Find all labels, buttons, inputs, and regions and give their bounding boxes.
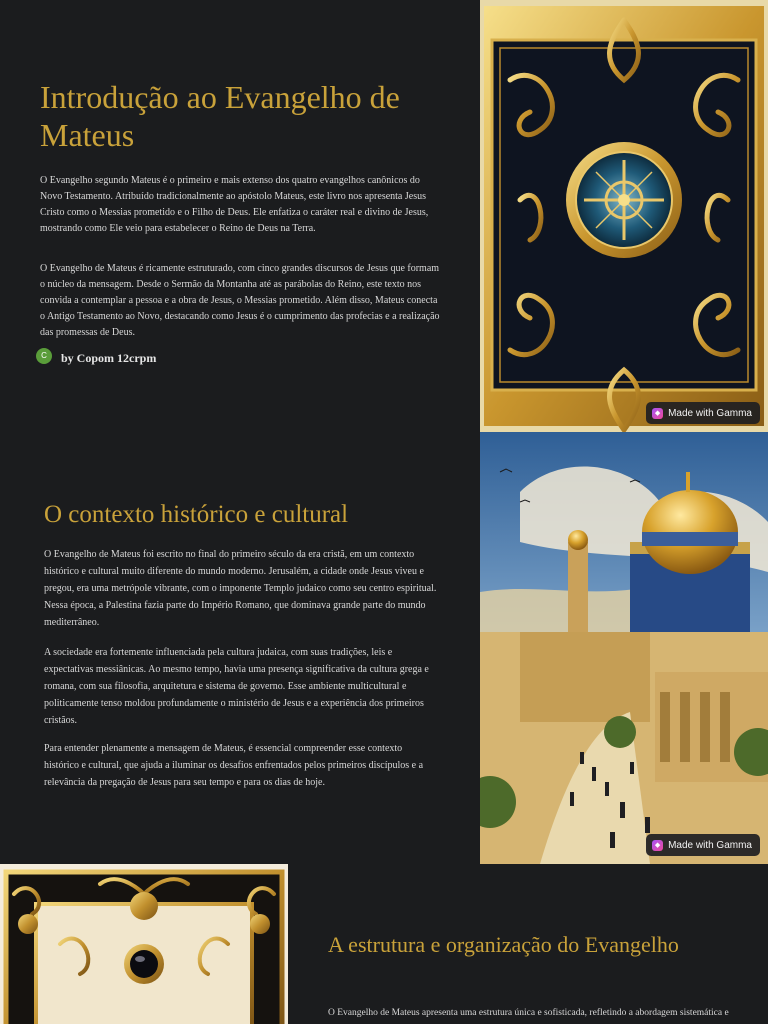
- slide-title: Introdução ao Evangelho de Mateus: [40, 79, 400, 154]
- made-with-gamma-badge[interactable]: [646, 834, 760, 856]
- ornate-manuscript-image: [0, 864, 288, 1024]
- slide-contexto: [0, 432, 768, 864]
- context-paragraph-3: Para entender plenamente a mensagem de Mateus, é essencial compreender esse contexto histórico e cultural, que ajuda a iluminar os desafios enfrentados pelos primeiros discípulos e a relevância da pregação de Jesus para seu tempo e para os dias de hoje.: [44, 743, 424, 788]
- ornate-book-cover-illustration: [480, 0, 768, 432]
- ornate-book-cover-image: [480, 0, 768, 432]
- badge-label: Made with Gamma: [668, 407, 752, 419]
- jerusalem-illustration-image: [480, 432, 768, 864]
- jerusalem-city-illustration: [480, 432, 768, 864]
- made-with-gamma-badge[interactable]: [646, 402, 760, 424]
- ornate-manuscript-illustration: [0, 864, 288, 1024]
- badge-label: Made with Gamma: [668, 839, 752, 851]
- intro-paragraph-2: O Evangelho de Mateus é ricamente estruturado, com cinco grandes discursos de Jesus que formam o núcleo da mensagem. Desde o Sermão da Montanha até as parábolas do Reino, este texto nos convida a contemplar a pessoa e a obra de Jesus, o Messias prometido. Além disso, Mateus conecta o Antigo Testamento ao Novo, destacando como Jesus é o cumprimento das profecias e a realização das promessas de Deus.: [40, 263, 440, 338]
- intro-paragraph-1: O Evangelho segundo Mateus é o primeiro e mais extenso dos quatro evangelhos canônicos do Novo Testamento. Atribuído tradicionalmente ao apóstolo Mateus, este livro nos apresenta Jesus Cristo como o Messias prometido e o Filho de Deus. Ele enfatiza o caráter real e divino de Jesus, mostrando como Ele veio para estabelecer o Reino de Deus na Terra.: [40, 175, 429, 234]
- slide-introducao: [0, 0, 768, 432]
- slide-title: A estrutura e organização do Evangelho: [328, 932, 679, 957]
- gamma-logo-icon: ◆: [652, 840, 663, 851]
- author-name: by Copom 12crpm: [61, 351, 157, 365]
- slide-title: O contexto histórico e cultural: [44, 501, 349, 528]
- context-paragraph-2: A sociedade era fortemente influenciada pela cultura judaica, com suas tradições, leis e expectativas messiânicas. Ao mesmo tempo, havia uma presença significativa da cultura grega e romana, com sua filosofia, arquitetura e sistema de governo. Esse ambiente multicultural e politicamente tenso moldou profundamente o ministério de Jesus e a experiência dos primeiros cristãos.: [44, 647, 429, 726]
- avatar: C: [36, 348, 52, 364]
- structure-paragraph-1: O Evangelho de Mateus apresenta uma estrutura única e sofisticada, refletindo a abordagem sistemática e: [328, 1008, 729, 1018]
- author-byline[interactable]: [36, 345, 156, 366]
- gamma-logo-icon: ◆: [652, 408, 663, 419]
- slide-estrutura: [0, 864, 768, 1024]
- context-paragraph-1: O Evangelho de Mateus foi escrito no final do primeiro século da era cristã, em um contexto histórico e cultural muito diferente do mundo moderno. Jerusalém, a cidade onde Jesus viveu e pregou, era uma metrópole vibrante, com o imponente Templo judaico como seu centro espiritual. Nessa época, a Palestina fazia parte do Império Romano, que dominava grande parte do mundo mediterrâneo.: [44, 549, 437, 628]
